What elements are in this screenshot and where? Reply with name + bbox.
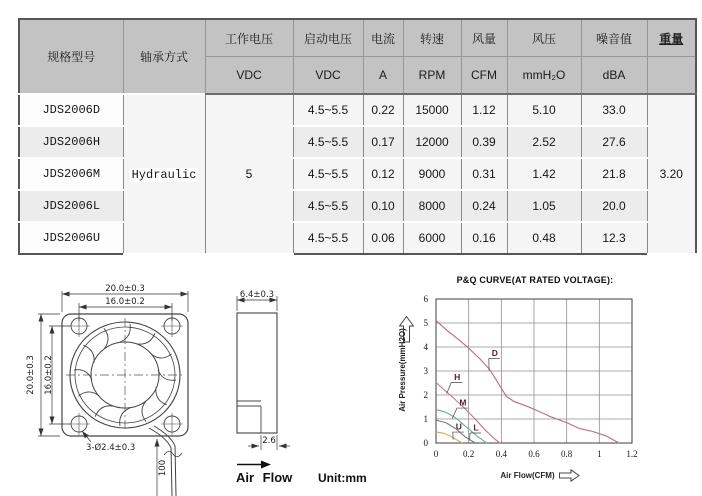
series-label-D: D xyxy=(491,348,498,359)
side-hub-label: 2.6 xyxy=(262,436,276,446)
air-flow-caption: Air Flow xyxy=(236,470,293,485)
airflow-value: 0.39 xyxy=(461,126,507,158)
series-label-U: U xyxy=(455,421,462,432)
airflow-value: 0.31 xyxy=(461,158,507,190)
table-row xyxy=(19,222,696,254)
curve-U xyxy=(436,432,462,443)
unit-airflow: CFM xyxy=(461,57,507,95)
x-tick-label: 1 xyxy=(597,449,602,459)
model-name: JDS2006H xyxy=(19,126,123,158)
unit-speed: RPM xyxy=(403,57,461,95)
current-value: 0.17 xyxy=(363,126,403,158)
side-view-drawing xyxy=(225,290,295,458)
pressure-value: 2.52 xyxy=(507,126,581,158)
header-start-voltage: 启动电压 xyxy=(293,19,363,57)
y-tick-label: 2 xyxy=(423,390,428,400)
speed-value: 6000 xyxy=(403,222,461,254)
x-axis-label-group xyxy=(470,469,610,482)
y-tick-label: 1 xyxy=(423,414,428,424)
header-pressure: 风压 xyxy=(507,19,581,57)
noise-value: 20.0 xyxy=(581,190,647,222)
header-bearing: 轴承方式 xyxy=(123,19,205,94)
noise-value: 21.8 xyxy=(581,158,647,190)
unit-pressure: mmH₂O xyxy=(507,57,581,95)
current-value: 0.10 xyxy=(363,190,403,222)
current-value: 0.22 xyxy=(363,94,403,126)
unit-start-voltage: VDC xyxy=(293,57,363,95)
chart-title: P&Q CURVE(AT RATED VOLTAGE): xyxy=(456,275,614,285)
noise-value: 27.6 xyxy=(581,126,647,158)
start-voltage-value: 4.5~5.5 xyxy=(293,190,363,222)
dim-left-outer: 20.0±0.3 xyxy=(26,355,36,395)
table-row xyxy=(19,190,696,222)
wire-length-label: 100 xyxy=(158,459,168,477)
series-label-H: H xyxy=(454,372,461,383)
pressure-value: 5.10 xyxy=(507,94,581,126)
air-flow-arrow-icon xyxy=(237,460,273,469)
model-name: JDS2006M xyxy=(19,158,123,190)
y-tick-label: 6 xyxy=(423,294,428,304)
holes-label: 3-Ø2.4±0.3 xyxy=(86,443,136,453)
dim-left-inner: 16.0±0.2 xyxy=(44,355,54,395)
x-axis-label: Air Flow(CFM) xyxy=(500,471,555,480)
header-airflow: 风量 xyxy=(461,19,507,57)
header-noise: 噪音值 xyxy=(581,19,647,57)
x-tick-label: 1.2 xyxy=(626,449,638,459)
x-tick-label: 0.6 xyxy=(528,449,540,459)
start-voltage-value: 4.5~5.5 xyxy=(293,222,363,254)
x-tick-label: 0 xyxy=(433,449,439,459)
current-value: 0.06 xyxy=(363,222,403,254)
airflow-value: 0.16 xyxy=(461,222,507,254)
x-tick-label: 0.4 xyxy=(495,449,507,459)
header-model: 规格型号 xyxy=(19,19,123,94)
model-name: JDS2006D xyxy=(19,94,123,126)
header-speed: 转速 xyxy=(403,19,461,57)
start-voltage-value: 4.5~5.5 xyxy=(293,94,363,126)
pressure-value: 1.42 xyxy=(507,158,581,190)
airflow-value: 1.12 xyxy=(461,94,507,126)
noise-value: 33.0 xyxy=(581,94,647,126)
unit-caption: Unit:mm xyxy=(318,471,367,485)
x-tick-label: 0.2 xyxy=(463,449,475,459)
dim-top-outer: 20.0±0.3 xyxy=(105,284,145,294)
unit-noise: dBA xyxy=(581,57,647,95)
table-row xyxy=(19,94,696,126)
speed-value: 12000 xyxy=(403,126,461,158)
pressure-value: 0.48 xyxy=(507,222,581,254)
unit-current: A xyxy=(363,57,403,95)
speed-value: 9000 xyxy=(403,158,461,190)
current-value: 0.12 xyxy=(363,158,403,190)
table-row xyxy=(19,126,696,158)
bearing-value: Hydraulic xyxy=(123,94,205,254)
x-tick-label: 0.8 xyxy=(561,449,573,459)
y-tick-label: 0 xyxy=(423,438,428,448)
unit-working-voltage: VDC xyxy=(205,57,293,95)
speed-value: 8000 xyxy=(403,190,461,222)
start-voltage-value: 4.5~5.5 xyxy=(293,158,363,190)
series-label-M: M xyxy=(459,397,467,408)
dim-top-inner: 16.0±0.2 xyxy=(105,297,145,307)
noise-value: 12.3 xyxy=(581,222,647,254)
model-name: JDS2006L xyxy=(19,190,123,222)
header-weight: 重量 xyxy=(647,19,696,57)
header-working-voltage: 工作电压 xyxy=(205,19,293,57)
side-body xyxy=(237,313,277,433)
pq-curve-plot xyxy=(390,272,660,484)
start-voltage-value: 4.5~5.5 xyxy=(293,126,363,158)
leader-H xyxy=(447,383,463,394)
working-voltage-value: 5 xyxy=(205,94,293,254)
front-view-drawing xyxy=(20,278,220,496)
leader-D xyxy=(489,359,500,371)
speed-value: 15000 xyxy=(403,94,461,126)
weight-value: 3.20 xyxy=(647,94,696,254)
series-label-L: L xyxy=(473,422,479,433)
unit-weight xyxy=(647,57,696,95)
pressure-value: 1.05 xyxy=(507,190,581,222)
side-width-label: 6.4±0.3 xyxy=(239,290,275,300)
right-arrow-icon xyxy=(559,469,580,482)
y-tick-label: 3 xyxy=(423,366,428,376)
spec-table xyxy=(18,18,697,255)
table-row xyxy=(19,158,696,190)
y-axis-label: Air Pressure(mmH2O) xyxy=(398,328,407,412)
y-tick-label: 4 xyxy=(423,342,428,352)
airflow-value: 0.24 xyxy=(461,190,507,222)
y-tick-label: 5 xyxy=(423,318,428,328)
model-name: JDS2006U xyxy=(19,222,123,254)
header-current: 电流 xyxy=(363,19,403,57)
